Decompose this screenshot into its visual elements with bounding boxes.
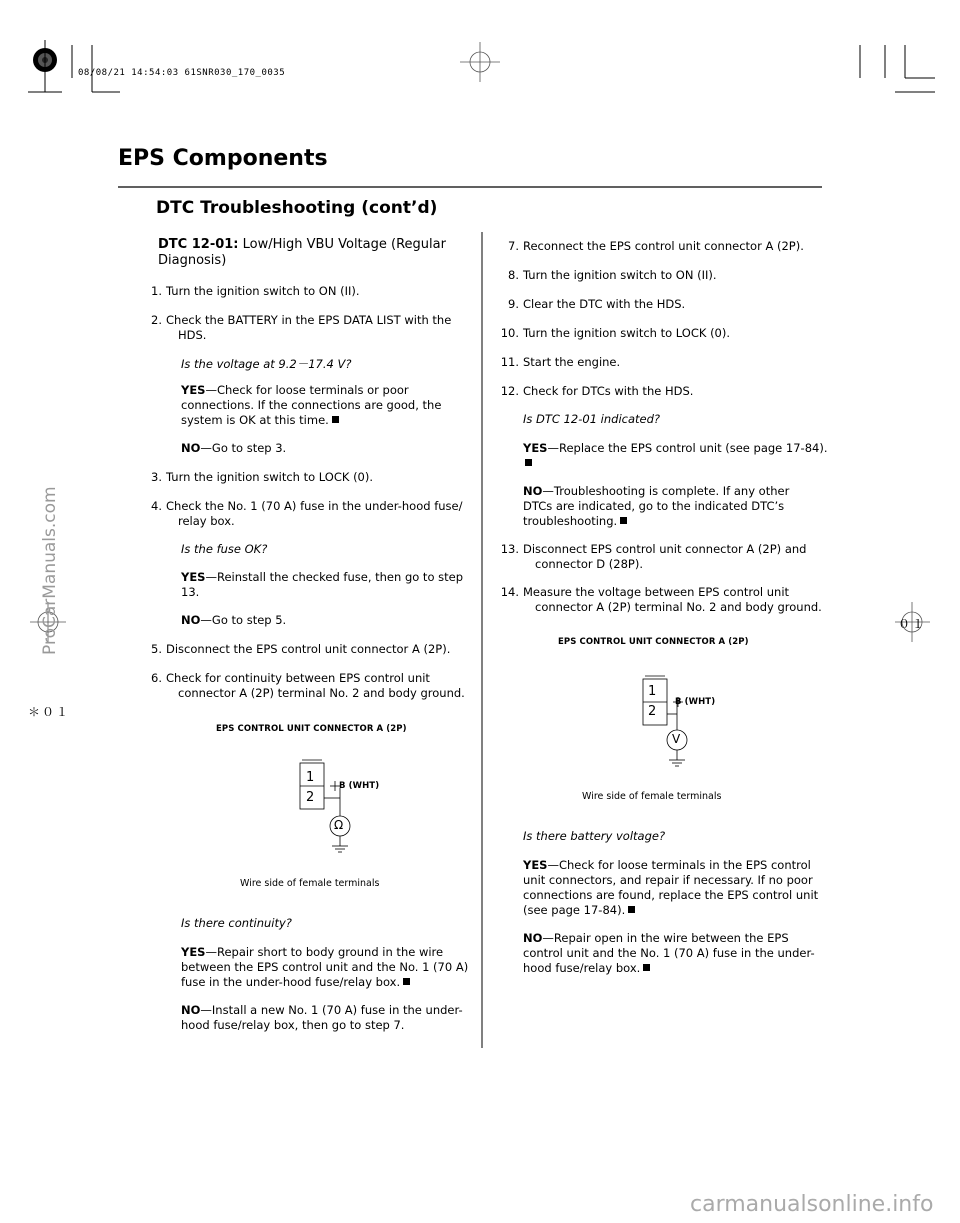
left-yes-1: YES—Check for loose terminals or poor connections. If the connections are good, the system is OK at this time.: [181, 383, 442, 427]
right-no-1: NO—Troubleshooting is complete. If any other DTCs are indicated, go to the indicated DTC’s troubleshooting.: [523, 484, 790, 528]
dtc-name-line2: Diagnosis): [158, 253, 227, 268]
left-no-2: NO—Go to step 5.: [181, 613, 287, 627]
page-subtitle: DTC Troubleshooting (cont’d): [156, 198, 438, 218]
left-no-1: NO—Go to step 3.: [181, 441, 287, 455]
left-no-3: NO—Install a new No. 1 (70 A) fuse in the under- hood fuse/relay box, then go to step 7.: [181, 1003, 463, 1032]
right-question-2: Is there battery voltage?: [523, 829, 666, 843]
right-diagram-caption: EPS CONTROL UNIT CONNECTOR A (2P): [558, 637, 749, 647]
right-no-2: NO—Repair open in the wire between the EPS control unit and the No. 1 (70 A) fuse in the under- hood fuse/relay box.: [523, 931, 815, 975]
bottom-watermark: carmanualsonline.info: [690, 1192, 934, 1217]
voltmeter-icon: V: [672, 732, 681, 746]
left-pin-2: 2: [306, 790, 315, 805]
section-title: EPS Components: [118, 146, 328, 171]
left-diagram-caption: EPS CONTROL UNIT CONNECTOR A (2P): [216, 724, 407, 734]
right-pin-1: 1: [648, 684, 657, 699]
left-side-mark: ＊０１: [28, 705, 71, 719]
dtc-code: DTC 12-01:: [158, 237, 239, 252]
left-yes-2: YES—Reinstall the checked fuse, then go to step 13.: [181, 570, 464, 599]
right-side-mark: ０１: [898, 617, 927, 631]
dtc-name-line1: Low/High VBU Voltage (Regular: [242, 237, 446, 252]
left-wire-label: B (WHT): [339, 781, 380, 791]
right-pin-2: 2: [648, 704, 657, 719]
right-diagram-footer: Wire side of female terminals: [582, 791, 722, 802]
right-wire-label: B (WHT): [675, 697, 716, 707]
print-stamp: 08/08/21 14:54:03 61SNR030_170_0035: [78, 68, 286, 78]
left-pin-1: 1: [306, 770, 315, 785]
dtc-heading: [158, 237, 446, 269]
vertical-watermark: ProCarManuals.com: [40, 486, 60, 655]
ohmmeter-icon: Ω: [334, 818, 344, 832]
left-question-3: Is there continuity?: [181, 916, 292, 930]
left-question-1: Is the voltage at 9.2－17.4 V?: [181, 357, 352, 371]
left-question-2: Is the fuse OK?: [181, 542, 268, 556]
left-diagram-footer: Wire side of female terminals: [240, 878, 380, 889]
right-yes-2: YES—Check for loose terminals in the EPS control unit connectors, and repair if necessary. If no poor connections are found, replace the EPS control unit (see page 17-84).: [523, 858, 819, 917]
left-yes-3: YES—Repair short to body ground in the wire between the EPS control unit and the No. 1 (70 A) fuse in the under-hood fuse/relay box.: [181, 945, 469, 989]
right-yes-1: YES—Replace the EPS control unit (see page 17-84).: [523, 441, 827, 471]
right-question-1: Is DTC 12-01 indicated?: [523, 412, 661, 426]
